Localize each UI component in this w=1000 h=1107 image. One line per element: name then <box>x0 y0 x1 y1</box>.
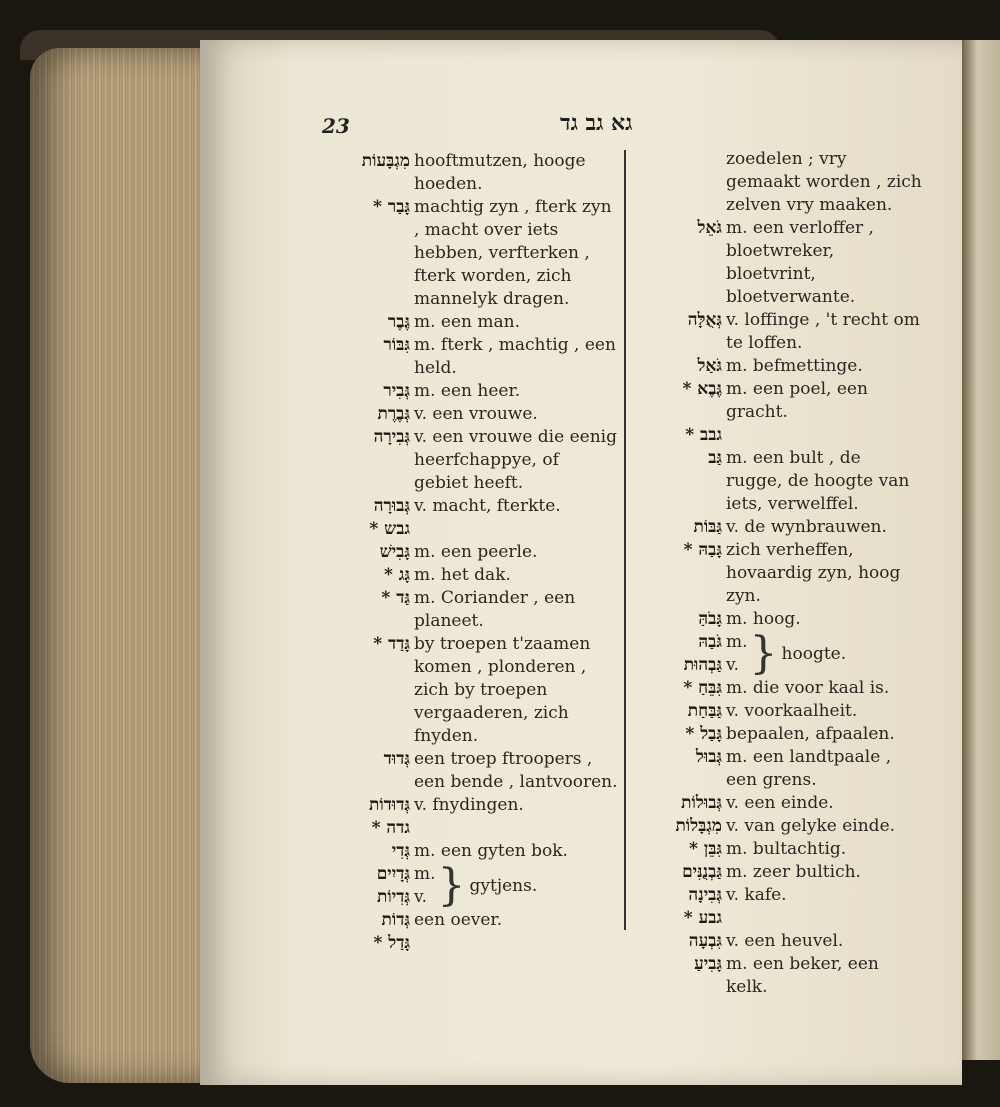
hebrew-headword: גְּבִינָה <box>688 885 722 905</box>
hebrew-headword: גַּבְנֻנִּים <box>682 862 722 882</box>
gender-label: m. <box>414 864 436 884</box>
gender-label: v. <box>726 655 739 675</box>
hebrew-headword: גְּאֻלָּה <box>687 310 722 330</box>
hebrew-headword: גְּבִיר <box>383 381 410 401</box>
hebrew-headword: גָּבֹהַּ <box>698 609 722 629</box>
hebrew-headword: גבש * <box>369 519 410 539</box>
hebrew-headword: גַּבַּחַת <box>687 701 722 721</box>
hebrew-headword: גָּבַר * <box>373 197 410 217</box>
page-number: 23 <box>322 114 350 138</box>
hebrew-headword: גְּבֶרֶת <box>377 404 410 424</box>
entry-definition: v. de wynbrauwen. <box>726 517 887 537</box>
dictionary-entry <box>630 815 922 838</box>
hebrew-headword: גבב * <box>685 425 722 445</box>
entry-definition: m. Coriander , een planeet. <box>414 588 576 631</box>
entry-definition: machtig zyn , fterk zyn , macht over iets hebben, verfterken , fterk worden, zich mannelyk dragen. <box>414 197 612 309</box>
dictionary-entry <box>318 633 618 748</box>
dictionary-entry <box>318 403 618 426</box>
hebrew-headword: גבע * <box>683 908 722 928</box>
dictionary-entry <box>630 424 922 447</box>
entry-definition: by troepen t'zaamen komen , plonderen , zich by troepen vergaaderen, zich fnyden. <box>414 634 591 746</box>
entry-definition: m. hoog. <box>726 609 801 629</box>
entry-definition: m. een beker, een kelk. <box>726 954 879 997</box>
dictionary-entry <box>630 516 922 539</box>
dictionary-entry <box>318 860 618 911</box>
hebrew-headword: גְּבִירָה <box>373 427 410 447</box>
column-divider <box>624 150 626 930</box>
dictionary-entry <box>318 380 618 403</box>
hebrew-headword: גָּבַל * <box>685 724 722 744</box>
hebrew-headword: גְּדוּדוֹת <box>368 795 410 815</box>
entry-pair-line <box>630 654 748 677</box>
hebrew-headword: גִּבְעָה <box>688 931 722 951</box>
dictionary-entry <box>630 217 922 309</box>
dictionary-entry <box>630 838 922 861</box>
dictionary-entry <box>318 311 618 334</box>
hebrew-headword: גֹּבַהּ <box>698 632 722 652</box>
entry-definition: v. kafe. <box>726 885 787 905</box>
entry-definition: v. macht, fterkte. <box>414 496 561 516</box>
entry-definition: m. een man. <box>414 312 521 332</box>
entry-definition: m. befmettinge. <box>726 356 863 376</box>
dictionary-entry <box>318 150 618 196</box>
hebrew-headword: גְּבוּל <box>695 747 722 767</box>
hebrew-headword: גָּבִישׁ <box>379 542 410 562</box>
dictionary-entry <box>630 309 922 355</box>
left-column <box>318 150 618 955</box>
dictionary-entry <box>630 930 922 953</box>
dictionary-entry <box>630 792 922 815</box>
entry-definition: hooftmutzen, hooge hoeden. <box>414 151 586 194</box>
entry-definition: m. een verloffer , bloetwreker, bloetvrint, bloetverwante. <box>726 218 874 307</box>
dictionary-entry <box>318 495 618 518</box>
dictionary-entry <box>630 677 922 700</box>
entry-pair-line <box>318 886 436 909</box>
dictionary-entry <box>630 378 922 424</box>
hebrew-headword: גְּדוֹת <box>381 910 410 930</box>
dictionary-entry <box>318 794 618 817</box>
entry-definition: v. een heuvel. <box>726 931 844 951</box>
dictionary-entry <box>318 748 618 794</box>
entry-definition: v. een vrouwe die eenig heerfchappye, of gebiet heeft. <box>414 427 617 493</box>
entry-pair-labels <box>630 631 748 677</box>
entry-definition: een troep ftroopers , een bende , lantvooren. <box>414 749 618 792</box>
dictionary-entry <box>318 196 618 311</box>
entry-definition: v. loffinge , 't recht om te loffen. <box>726 310 920 353</box>
hebrew-headword: גֶּבֶא * <box>682 379 722 399</box>
dictionary-entry <box>318 840 618 863</box>
hebrew-headword: גָּבִיעַ <box>694 954 722 974</box>
gender-label: m. <box>726 632 748 652</box>
dictionary-entry <box>318 564 618 587</box>
dictionary-entry <box>318 909 618 932</box>
dictionary-entry <box>630 953 922 999</box>
entry-definition: zoedelen ; vry gemaakt worden , zich zelven vry maaken. <box>726 149 922 215</box>
entry-definition: m. bultachtig. <box>726 839 847 859</box>
hebrew-headword: גַּב <box>708 448 722 468</box>
dictionary-entry <box>630 539 922 608</box>
entry-definition: v. van gelyke einde. <box>726 816 896 836</box>
hebrew-headword: גַּד * <box>381 588 410 608</box>
dictionary-entry <box>630 861 922 884</box>
hebrew-headword: גִּבּוֹר <box>383 335 410 355</box>
entry-definition: m. een landtpaale , een grens. <box>726 747 892 790</box>
hebrew-headword: גָּבַהּ * <box>683 540 722 560</box>
hebrew-headword: גָּדַד * <box>373 634 410 654</box>
hebrew-headword: גְּדִי <box>391 841 410 861</box>
entry-definition: m. een heer. <box>414 381 521 401</box>
hebrew-headword: גְּבוּלוֹת <box>681 793 722 813</box>
hebrew-headword: גְּדִיוֹת <box>377 887 410 907</box>
hebrew-headword: גדה * <box>371 818 410 838</box>
dictionary-entry <box>630 884 922 907</box>
hebrew-headword: גִּבֵּן * <box>689 839 722 859</box>
dictionary-entry <box>630 447 922 516</box>
entry-definition: m. een gyten bok. <box>414 841 568 861</box>
dictionary-entry <box>318 932 618 955</box>
dictionary-entry <box>630 907 922 930</box>
hebrew-headword: גָּג * <box>383 565 410 585</box>
brace-symbol: } <box>437 860 466 911</box>
right-column <box>630 148 922 999</box>
entry-definition: m. een peerle. <box>414 542 538 562</box>
facing-page-edge <box>962 40 1000 1060</box>
entry-definition: v. een einde. <box>726 793 834 813</box>
entry-pair-labels <box>318 863 436 909</box>
dictionary-entry <box>318 817 618 840</box>
entry-definition: v. een vrouwe. <box>414 404 538 424</box>
hebrew-headword: מִגְבָּעוֹת <box>361 151 410 171</box>
hebrew-headword: גַּבְהוּת <box>683 655 722 675</box>
entry-definition: bepaalen, afpaalen. <box>726 724 895 744</box>
dictionary-entry <box>630 723 922 746</box>
hebrew-headword: גְּבוּרָה <box>373 496 410 516</box>
entry-definition: hoogte. <box>781 643 847 664</box>
dictionary-entry <box>630 700 922 723</box>
hebrew-headword: גִּבֵּחַ * <box>683 678 722 698</box>
dictionary-entry <box>318 518 618 541</box>
dictionary-entry <box>630 746 922 792</box>
entry-definition: v. fnydingen. <box>414 795 524 815</box>
dictionary-entry <box>318 541 618 564</box>
hebrew-headword: גְּדוּד <box>383 749 410 769</box>
entry-definition: m. die voor kaal is. <box>726 678 890 698</box>
running-head: גא גב גד <box>560 110 633 136</box>
entry-definition: m. zeer bultich. <box>726 862 861 882</box>
entry-definition: een oever. <box>414 910 503 930</box>
dictionary-entry <box>318 334 618 380</box>
entry-definition: zich verheffen, hovaardig zyn, hoog zyn. <box>726 540 901 606</box>
dictionary-entry <box>630 628 922 679</box>
page-edges <box>30 48 210 1083</box>
hebrew-headword: גֹּאֵל <box>697 218 722 238</box>
dictionary-entry <box>318 587 618 633</box>
hebrew-headword: גְּדָיִים <box>376 864 410 884</box>
brace-symbol: } <box>749 628 778 679</box>
entry-definition: m. een bult , de rugge, de hoogte van iets, verwelffel. <box>726 448 910 514</box>
entry-definition: m. het dak. <box>414 565 511 585</box>
hebrew-headword: גֹּאַל <box>697 356 722 376</box>
entry-pair-line <box>630 631 748 654</box>
hebrew-headword: גֶּבֶר <box>387 312 410 332</box>
hebrew-headword: גָּדַל * <box>373 933 410 953</box>
gender-label: v. <box>414 887 427 907</box>
entry-pair-line <box>318 863 436 886</box>
entry-definition: m. fterk , machtig , een held. <box>414 335 616 378</box>
hebrew-headword: גַּבּוֹת <box>693 517 722 537</box>
dictionary-entry <box>630 148 922 217</box>
dictionary-entry <box>318 426 618 495</box>
entry-definition: m. een poel, een gracht. <box>726 379 868 422</box>
dictionary-entry <box>630 355 922 378</box>
hebrew-headword: מִגְבָּלוֹת <box>675 816 722 836</box>
entry-definition: gytjens. <box>469 875 538 896</box>
entry-definition: v. voorkaalheit. <box>726 701 858 721</box>
